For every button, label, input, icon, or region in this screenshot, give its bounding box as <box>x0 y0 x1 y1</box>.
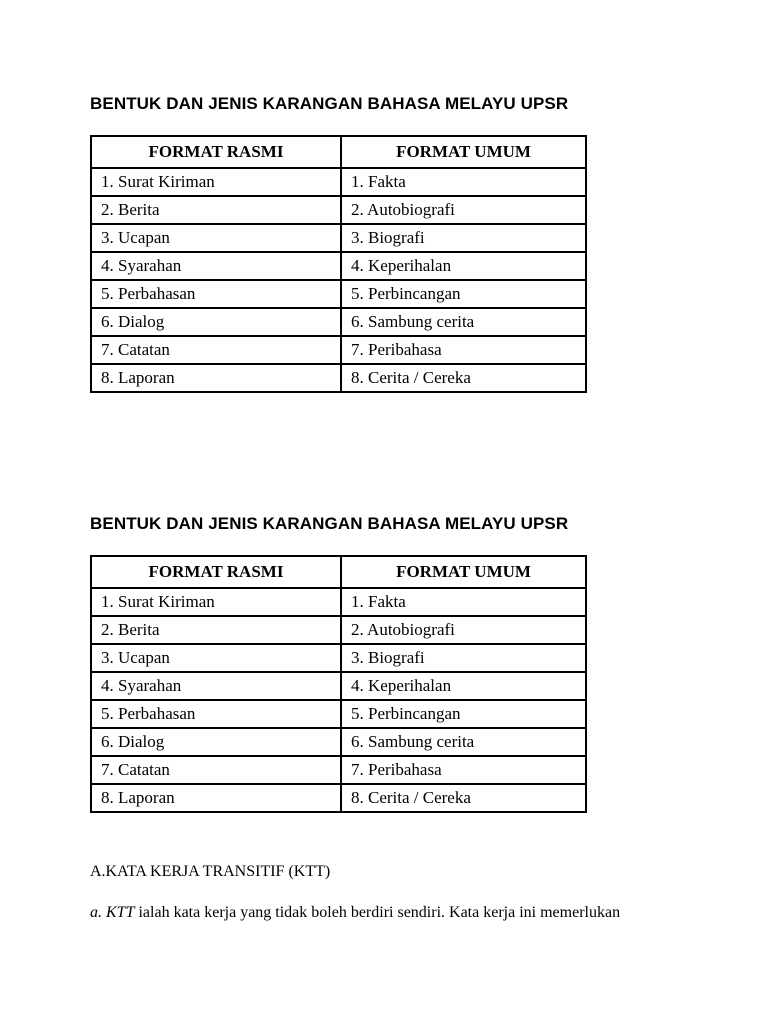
table-cell: 5. Perbahasan <box>91 700 341 728</box>
table-cell: 2. Berita <box>91 196 341 224</box>
table-cell: 6. Sambung cerita <box>341 308 586 336</box>
table-row <box>91 308 586 336</box>
table-cell: 1. Surat Kiriman <box>91 588 341 616</box>
paragraph-label: a. KTT <box>90 904 135 921</box>
table-cell: 3. Ucapan <box>91 644 341 672</box>
table-cell: 6. Dialog <box>91 308 341 336</box>
paragraph-text: ialah kata kerja yang tidak boleh berdiri sendiri. Kata kerja ini memerlukan <box>134 904 621 921</box>
table-row <box>91 700 586 728</box>
table-cell: 6. Sambung cerita <box>341 728 586 756</box>
table-cell: 2. Autobiografi <box>341 196 586 224</box>
table-cell: 4. Syarahan <box>91 672 341 700</box>
table-cell: 4. Syarahan <box>91 252 341 280</box>
table-row <box>91 728 586 756</box>
karangan-table-2 <box>90 555 587 813</box>
column-header-format-rasmi: FORMAT RASMI <box>91 136 341 168</box>
document-heading-2: BENTUK DAN JENIS KARANGAN BAHASA MELAYU UPSR <box>90 514 569 533</box>
table-row <box>91 224 586 252</box>
table-cell: 7. Peribahasa <box>341 336 586 364</box>
table-cell: 5. Perbincangan <box>341 700 586 728</box>
karangan-table-1 <box>90 135 587 393</box>
table-cell: 6. Dialog <box>91 728 341 756</box>
table-cell: 5. Perbincangan <box>341 280 586 308</box>
table-header-row <box>91 556 586 588</box>
table-cell: 1. Fakta <box>341 168 586 196</box>
table-cell: 3. Ucapan <box>91 224 341 252</box>
table-cell: 8. Cerita / Cereka <box>341 784 586 812</box>
table-row <box>91 364 586 392</box>
table-row <box>91 644 586 672</box>
table-cell: 2. Berita <box>91 616 341 644</box>
table-cell: 1. Surat Kiriman <box>91 168 341 196</box>
column-header-format-rasmi: FORMAT RASMI <box>91 556 341 588</box>
paragraph <box>90 904 620 922</box>
document-heading-1: BENTUK DAN JENIS KARANGAN BAHASA MELAYU UPSR <box>90 94 569 113</box>
table-row <box>91 784 586 812</box>
table-row <box>91 616 586 644</box>
table-cell: 7. Catatan <box>91 336 341 364</box>
table-cell: 7. Peribahasa <box>341 756 586 784</box>
table-cell: 5. Perbahasan <box>91 280 341 308</box>
table-row <box>91 588 586 616</box>
table-header-row <box>91 136 586 168</box>
section-title: A.KATA KERJA TRANSITIF (KTT) <box>90 863 331 880</box>
table-cell: 7. Catatan <box>91 756 341 784</box>
column-header-format-umum: FORMAT UMUM <box>341 556 586 588</box>
table-cell: 1. Fakta <box>341 588 586 616</box>
table-cell: 2. Autobiografi <box>341 616 586 644</box>
table-row <box>91 280 586 308</box>
table-row <box>91 672 586 700</box>
table-cell: 8. Laporan <box>91 364 341 392</box>
table-row <box>91 756 586 784</box>
table-cell: 3. Biografi <box>341 644 586 672</box>
table-row <box>91 336 586 364</box>
table-cell: 8. Cerita / Cereka <box>341 364 586 392</box>
table-row <box>91 196 586 224</box>
table-cell: 3. Biografi <box>341 224 586 252</box>
column-header-format-umum: FORMAT UMUM <box>341 136 586 168</box>
table-row <box>91 168 586 196</box>
table-cell: 8. Laporan <box>91 784 341 812</box>
table-cell: 4. Keperihalan <box>341 672 586 700</box>
table-row <box>91 252 586 280</box>
table-cell: 4. Keperihalan <box>341 252 586 280</box>
